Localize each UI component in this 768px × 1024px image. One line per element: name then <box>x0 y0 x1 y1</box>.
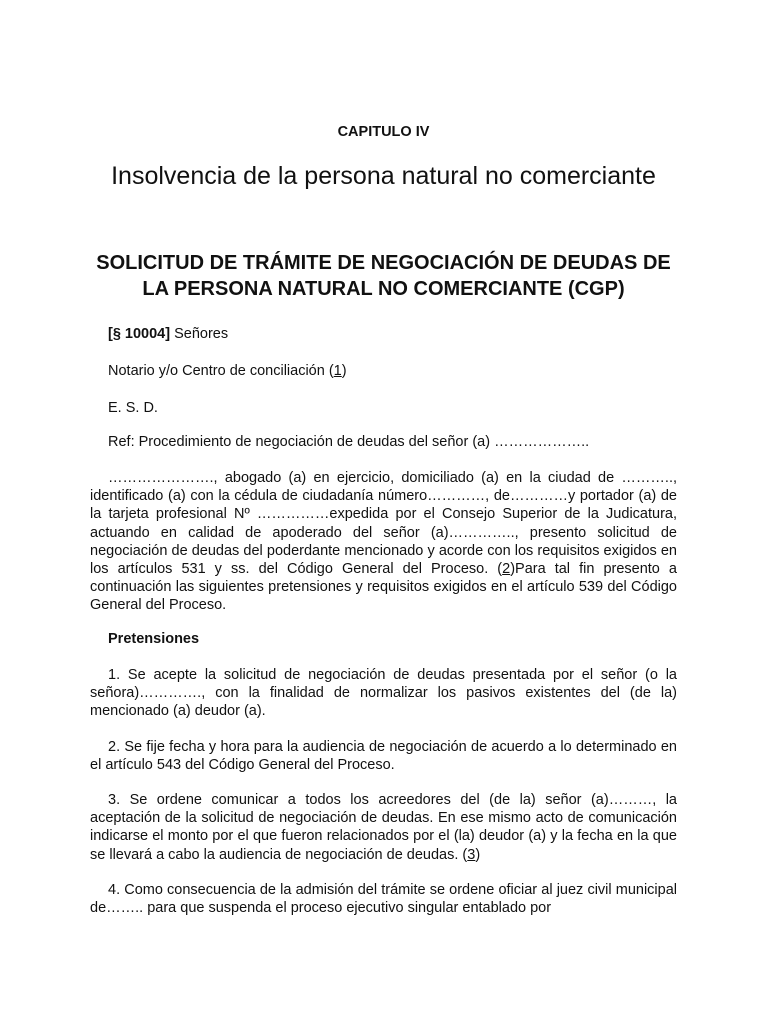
recipient-line <box>90 362 677 380</box>
document-subtitle: SOLICITUD DE TRÁMITE DE NEGOCIACIÓN DE DEUDAS DE LA PERSONA NATURAL NO COMERCIANTE (CGP) <box>96 252 671 300</box>
intro-text: …………………., abogado (a) en ejercicio, domiciliado (a) en la ciudad de ……….., identificado (a) con la cédula de ciudadanía número…………, de…………y portador (a) de la tarjeta profesional Nº ……………expedida por el Consejo Superior de la Judicatura, actuando en calidad de apoderado del señor (a)………….., presento solicitud de negociación de deudas del poderdante mencionado y acorde con los requisitos exigidos en los artículos 531 y ss. del Código General del Proceso. ( <box>90 470 677 578</box>
list-item <box>90 791 677 864</box>
list-item-close: ) <box>475 846 481 863</box>
section-code: [§ 10004] <box>108 326 171 342</box>
pretensiones-heading-text: Pretensiones <box>108 631 200 647</box>
footnote-link-2[interactable]: 2 <box>502 561 511 578</box>
salutation-text: Señores <box>170 326 229 342</box>
list-item: 4. Como consecuencia de la admisión del trámite se ordene oficiar al juez civil municipal de…….. para que suspenda el proceso ejecutivo singular entablado por <box>90 882 677 917</box>
pretensiones-heading <box>90 630 677 648</box>
document-title: Insolvencia de la persona natural no comerciante <box>111 162 656 190</box>
intro-after: )Para tal fin presento a continuación las siguientes pretensiones y requisitos exigidos en el artículo 539 del Código General del Proceso. <box>90 561 677 614</box>
recipient-text: Notario y/o Centro de conciliación ( <box>108 363 334 379</box>
salutation <box>90 325 677 343</box>
esd-line: E. S. D. <box>108 400 158 416</box>
list-item: 1. Se acepte la solicitud de negociación de deudas presentada por el señor (o la señora)…………., con la finalidad de normalizar los pasivos existentes del (de la) mencionado (a) deudor (a). <box>90 667 677 720</box>
list-item: 2. Se fije fecha y hora para la audiencia de negociación de acuerdo a lo determinado en el artículo 543 del Código General del Proceso. <box>90 739 677 774</box>
footnote-link-1[interactable]: 1 <box>333 363 342 379</box>
reference-line: Ref: Procedimiento de negociación de deudas del señor (a) ……………….. <box>108 434 590 450</box>
recipient-close: ) <box>341 363 347 379</box>
chapter-heading: CAPITULO IV <box>337 124 430 140</box>
list-item-text: 3. Se ordene comunicar a todos los acreedores del (de la) señor (a)………, la aceptación de la solicitud de negociación de deudas. En ese mismo acto de comunicación indicarse el monto por el que fueron relacionados por el (la) deudor (a) y la fecha en la que se llevará a cabo la audiencia de negociación de deudas. ( <box>90 792 677 863</box>
intro-paragraph <box>90 469 677 615</box>
footnote-link-3[interactable]: 3 <box>467 846 476 863</box>
